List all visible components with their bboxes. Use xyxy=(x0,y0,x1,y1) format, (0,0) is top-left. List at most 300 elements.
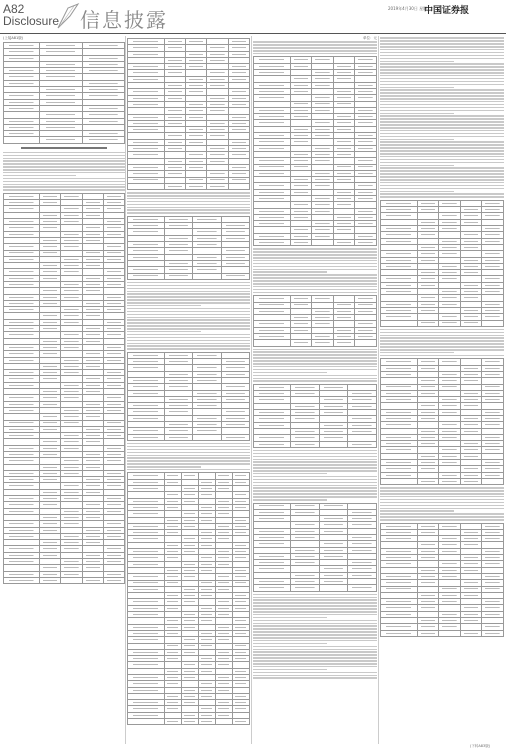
text-line xyxy=(380,188,504,190)
text-line xyxy=(380,43,504,45)
table-cell xyxy=(417,478,439,484)
text-line xyxy=(380,92,504,94)
text-line xyxy=(127,325,250,327)
text-line xyxy=(380,182,504,184)
text-line xyxy=(253,354,377,356)
text-line xyxy=(380,329,504,331)
text-line xyxy=(380,176,504,178)
text-line xyxy=(253,467,377,469)
text-line xyxy=(253,375,377,377)
text-line xyxy=(127,455,250,457)
text-line xyxy=(253,351,377,353)
text-line xyxy=(3,155,125,157)
text-line xyxy=(127,282,250,284)
table-cell xyxy=(319,441,348,447)
text-line xyxy=(253,41,377,43)
text-line xyxy=(3,172,125,174)
text-line xyxy=(253,269,377,271)
table-cell xyxy=(290,340,312,346)
text-line xyxy=(380,81,504,83)
text-line xyxy=(127,457,250,459)
text-line xyxy=(253,646,377,648)
text-line xyxy=(253,482,377,484)
header-rule xyxy=(0,33,506,34)
table-cell xyxy=(40,577,61,583)
column-divider xyxy=(378,36,379,744)
text-line xyxy=(253,453,377,455)
text-line xyxy=(3,178,125,180)
financial-table xyxy=(380,200,504,327)
text-line xyxy=(253,623,377,625)
text-line xyxy=(380,63,504,65)
table-cell xyxy=(61,577,82,583)
text-line xyxy=(380,46,504,48)
text-line xyxy=(380,101,504,103)
financial-table xyxy=(253,56,377,246)
text-line xyxy=(380,355,504,357)
text-line xyxy=(380,84,504,86)
text-line xyxy=(380,141,504,143)
text-line xyxy=(380,493,504,495)
newspaper-brand-logo: 中国证券报 xyxy=(424,6,470,16)
table-cell xyxy=(185,183,206,189)
text-line xyxy=(127,212,250,214)
text-line xyxy=(253,625,377,627)
financial-table xyxy=(380,358,504,485)
text-line xyxy=(127,288,250,290)
text-line xyxy=(253,473,327,475)
text-line xyxy=(253,643,327,645)
table-cell xyxy=(417,630,439,636)
text-line xyxy=(127,340,250,342)
text-line xyxy=(380,110,504,112)
table-cell xyxy=(215,719,232,725)
table-cell xyxy=(439,320,461,326)
text-line xyxy=(253,628,377,630)
text-line xyxy=(253,248,377,250)
text-line xyxy=(253,380,377,382)
text-line xyxy=(127,334,250,336)
table-cell xyxy=(232,719,249,725)
text-line xyxy=(253,277,377,279)
table-cell xyxy=(355,240,377,246)
text-line xyxy=(3,158,125,160)
text-line xyxy=(127,299,250,301)
table-cell xyxy=(460,630,482,636)
text-line xyxy=(380,179,504,181)
table-cell xyxy=(439,630,461,636)
text-line xyxy=(380,159,504,161)
text-line xyxy=(253,459,377,461)
text-line xyxy=(253,597,377,599)
table-cell xyxy=(381,630,418,636)
table-cell xyxy=(290,240,312,246)
text-line xyxy=(380,58,504,60)
table-cell xyxy=(254,340,291,346)
text-line xyxy=(253,274,377,276)
table-cell xyxy=(4,577,40,583)
text-line xyxy=(253,649,377,651)
table-cell xyxy=(103,577,124,583)
table-cell xyxy=(312,240,334,246)
text-line xyxy=(380,516,504,518)
text-line xyxy=(127,337,250,339)
text-line xyxy=(380,193,504,195)
text-line xyxy=(380,508,504,510)
text-line xyxy=(253,496,377,498)
text-line xyxy=(3,166,125,168)
text-line xyxy=(127,317,250,319)
text-line xyxy=(380,196,504,198)
text-line xyxy=(380,66,504,68)
table-cell xyxy=(482,630,504,636)
column-1 xyxy=(3,36,125,744)
table-cell xyxy=(460,478,482,484)
text-line xyxy=(127,314,250,316)
text-line xyxy=(253,360,377,362)
section-title: 信息披露 xyxy=(80,8,168,32)
text-line xyxy=(380,153,504,155)
text-line xyxy=(253,657,377,659)
financial-table xyxy=(253,384,377,448)
financial-table xyxy=(253,295,377,346)
text-line xyxy=(380,349,504,351)
table-cell xyxy=(164,719,181,725)
table-cell xyxy=(82,577,103,583)
text-line xyxy=(380,144,504,146)
text-line xyxy=(380,340,504,342)
text-line xyxy=(3,186,125,188)
text-line xyxy=(380,113,454,115)
text-line xyxy=(3,169,125,171)
text-line xyxy=(253,251,377,253)
financial-table xyxy=(127,352,250,441)
text-line xyxy=(253,672,377,674)
financial-table xyxy=(127,472,250,725)
text-line xyxy=(253,289,377,291)
text-line xyxy=(253,663,377,665)
table-cell xyxy=(333,340,355,346)
column-2 xyxy=(127,36,250,744)
text-line xyxy=(253,470,377,472)
table-cell xyxy=(221,273,249,279)
text-line xyxy=(253,366,377,368)
text-line xyxy=(253,599,377,601)
page-header xyxy=(0,0,506,34)
text-line xyxy=(127,192,250,194)
text-line xyxy=(253,280,377,282)
text-line xyxy=(380,87,454,89)
text-line xyxy=(253,292,377,294)
text-line xyxy=(253,378,377,380)
table-cell xyxy=(82,137,124,143)
text-line xyxy=(253,485,377,487)
table-cell xyxy=(460,320,482,326)
text-line xyxy=(253,257,377,259)
text-line xyxy=(253,53,377,55)
text-line xyxy=(380,72,504,74)
text-line xyxy=(253,50,377,52)
text-line xyxy=(253,266,377,268)
text-line xyxy=(380,121,504,123)
table-cell xyxy=(4,137,40,143)
text-line xyxy=(380,107,504,109)
text-line xyxy=(3,184,125,186)
text-line xyxy=(127,207,250,209)
table-row xyxy=(254,240,377,246)
text-line xyxy=(380,136,504,138)
text-line xyxy=(253,611,377,613)
table-cell xyxy=(348,585,377,591)
text-line xyxy=(127,302,250,304)
table-cell xyxy=(312,340,334,346)
text-line xyxy=(380,52,504,54)
financial-table xyxy=(127,38,250,190)
text-line xyxy=(127,291,250,293)
text-line xyxy=(127,449,250,451)
text-line xyxy=(3,160,125,162)
text-line xyxy=(253,669,327,671)
table-cell xyxy=(254,441,291,447)
text-line xyxy=(253,44,377,46)
table-cell xyxy=(193,434,221,440)
text-line xyxy=(380,147,504,149)
text-line xyxy=(3,163,125,165)
text-line xyxy=(127,308,250,310)
financial-table xyxy=(253,503,377,592)
table-row xyxy=(381,478,504,484)
text-line xyxy=(380,95,504,97)
text-line xyxy=(253,271,327,273)
text-line xyxy=(3,189,125,191)
text-line xyxy=(3,181,125,183)
continuation-label: (上接A81版) xyxy=(3,36,24,40)
table-cell xyxy=(207,183,228,189)
text-line xyxy=(253,605,377,607)
text-line xyxy=(127,285,250,287)
section-heading xyxy=(21,147,106,149)
column-divider xyxy=(251,36,252,744)
text-line xyxy=(253,602,377,604)
text-line xyxy=(380,487,504,489)
text-line xyxy=(253,349,377,351)
text-line xyxy=(380,170,504,172)
text-line xyxy=(127,348,250,350)
text-line xyxy=(380,139,454,141)
table-cell xyxy=(254,585,291,591)
text-line xyxy=(253,666,377,668)
table-cell xyxy=(254,240,291,246)
table-cell xyxy=(128,434,165,440)
text-line xyxy=(127,328,250,330)
text-line xyxy=(127,345,250,347)
unit-note: 单位：元 xyxy=(363,36,377,40)
text-line xyxy=(380,513,504,515)
table-cell xyxy=(198,719,215,725)
text-line xyxy=(380,505,504,507)
text-line xyxy=(253,263,377,265)
table-cell xyxy=(381,478,418,484)
table-cell xyxy=(181,719,198,725)
text-line xyxy=(380,130,504,132)
issue-date: 2019年4月30日 星期二 xyxy=(388,6,432,11)
text-line xyxy=(380,150,504,152)
section-english: Disclosure xyxy=(3,14,60,28)
text-line xyxy=(127,322,250,324)
text-line xyxy=(380,185,504,187)
table-row xyxy=(128,273,250,279)
table-cell xyxy=(164,183,185,189)
text-line xyxy=(253,487,377,489)
table-cell xyxy=(128,719,165,725)
table-row xyxy=(128,434,250,440)
text-line xyxy=(127,296,250,298)
text-line xyxy=(127,201,250,203)
text-line xyxy=(127,463,250,465)
text-line xyxy=(380,167,504,169)
text-line xyxy=(253,363,377,365)
text-line xyxy=(380,104,504,106)
table-row xyxy=(4,137,125,143)
leaf-decoration-icon xyxy=(56,2,80,30)
text-line xyxy=(253,677,377,679)
text-line xyxy=(380,490,504,492)
text-line xyxy=(127,319,250,321)
text-line xyxy=(380,78,504,80)
page-number: A82 xyxy=(3,2,25,16)
text-line xyxy=(253,614,377,616)
table-row xyxy=(128,719,250,725)
financial-table xyxy=(380,523,504,637)
text-line xyxy=(127,195,250,197)
text-line xyxy=(380,133,504,135)
text-line xyxy=(380,502,504,504)
text-line xyxy=(3,152,125,154)
text-line xyxy=(253,47,377,49)
table-cell xyxy=(228,183,249,189)
table-cell xyxy=(290,585,319,591)
text-line xyxy=(127,343,250,345)
text-line xyxy=(127,452,250,454)
text-line xyxy=(380,343,504,345)
text-line xyxy=(380,156,504,158)
text-line xyxy=(380,337,504,339)
text-line xyxy=(253,461,377,463)
text-line xyxy=(380,499,504,501)
table-cell xyxy=(439,478,461,484)
table-row xyxy=(4,577,125,583)
text-line xyxy=(253,651,377,653)
text-line xyxy=(380,510,454,512)
table-cell xyxy=(355,340,377,346)
text-line xyxy=(253,456,377,458)
text-line xyxy=(253,283,377,285)
text-line xyxy=(253,286,377,288)
table-row xyxy=(381,320,504,326)
text-line xyxy=(253,372,327,374)
table-cell xyxy=(193,273,221,279)
text-line xyxy=(380,173,504,175)
column-3 xyxy=(253,36,377,744)
text-line xyxy=(380,162,504,164)
text-line xyxy=(253,490,377,492)
text-line xyxy=(253,450,377,452)
text-line xyxy=(380,49,504,51)
text-line xyxy=(253,660,377,662)
text-line xyxy=(253,631,377,633)
table-cell xyxy=(40,137,82,143)
text-line xyxy=(253,594,377,596)
text-line xyxy=(380,98,504,100)
text-line xyxy=(253,620,377,622)
text-line xyxy=(253,254,377,256)
text-line xyxy=(253,499,327,501)
text-line xyxy=(127,293,250,295)
text-line xyxy=(380,127,504,129)
text-line xyxy=(253,260,377,262)
table-cell xyxy=(128,273,165,279)
table-cell xyxy=(290,441,319,447)
table-cell xyxy=(221,434,249,440)
text-line xyxy=(380,61,454,63)
text-line xyxy=(380,335,504,337)
table-cell xyxy=(128,183,165,189)
text-line xyxy=(127,209,250,211)
table-row xyxy=(381,630,504,636)
text-line xyxy=(380,40,504,42)
table-cell xyxy=(381,320,418,326)
text-line xyxy=(380,55,504,57)
text-line xyxy=(3,175,76,177)
text-line xyxy=(127,446,250,448)
text-line xyxy=(127,460,250,462)
financial-table xyxy=(127,216,250,280)
text-line xyxy=(253,675,377,677)
text-line xyxy=(253,369,377,371)
text-line xyxy=(127,305,201,307)
text-line xyxy=(380,118,504,120)
text-line xyxy=(380,69,504,71)
text-line xyxy=(380,496,504,498)
text-line xyxy=(380,346,504,348)
continuation-footer: (下转A83版) xyxy=(470,744,491,748)
table-row xyxy=(254,441,377,447)
text-line xyxy=(253,479,377,481)
text-line xyxy=(253,476,377,478)
table-cell xyxy=(333,240,355,246)
text-line xyxy=(127,469,250,471)
text-line xyxy=(253,634,377,636)
text-line xyxy=(380,37,504,39)
text-line xyxy=(253,654,377,656)
text-line xyxy=(253,608,377,610)
table-cell xyxy=(482,320,504,326)
table-row xyxy=(254,585,377,591)
text-line xyxy=(380,191,454,193)
text-line xyxy=(127,443,250,445)
table-row xyxy=(254,340,377,346)
text-line xyxy=(380,124,504,126)
text-line xyxy=(127,198,250,200)
text-line xyxy=(253,464,377,466)
table-row xyxy=(128,183,250,189)
table-cell xyxy=(482,478,504,484)
column-4 xyxy=(380,36,504,744)
financial-table xyxy=(3,193,125,584)
table-cell xyxy=(417,320,439,326)
text-line xyxy=(253,640,377,642)
text-line xyxy=(380,75,504,77)
